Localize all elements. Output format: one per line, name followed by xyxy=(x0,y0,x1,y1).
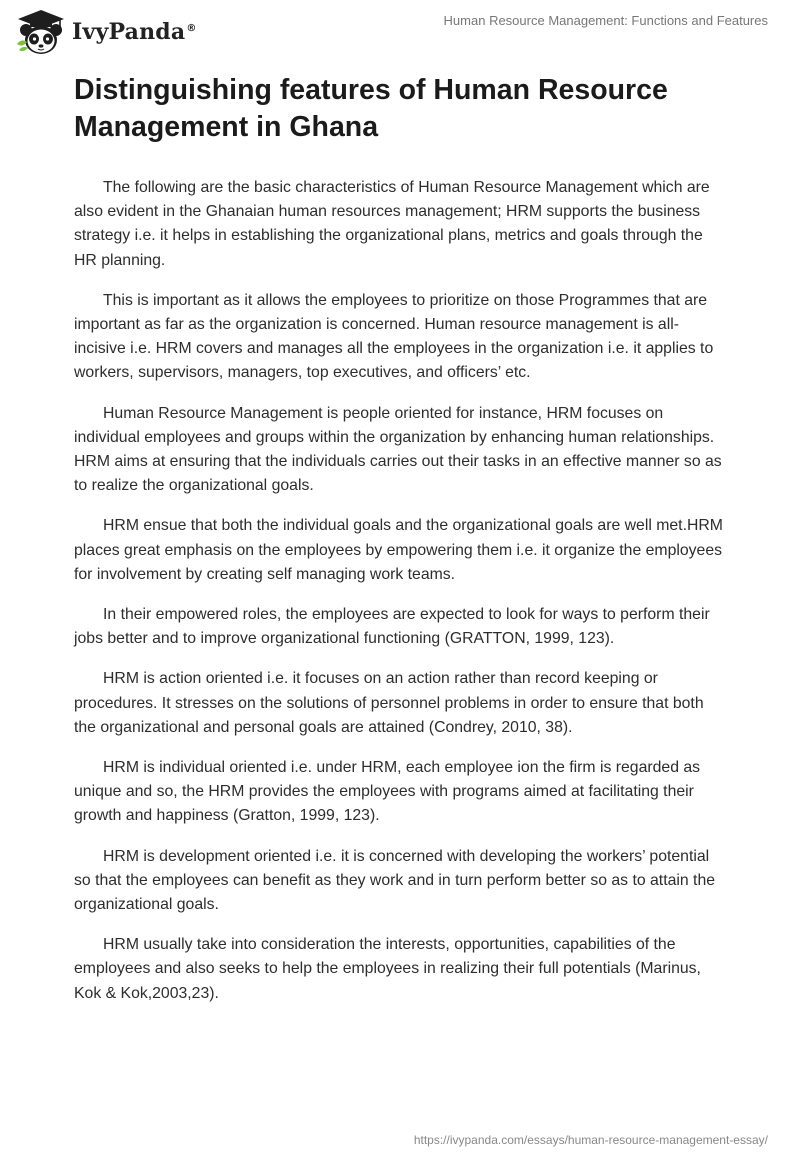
paragraph: HRM is individual oriented i.e. under HRM, each employee ion the firm is regarded as unique and so, the HRM provides the employees with programs aimed at facilitating their growth and happiness (Gratton, 1999, 123). xyxy=(74,759,701,825)
document-title: Human Resource Management: Functions and Features xyxy=(443,13,768,28)
paragraph: In their empowered roles, the employees are expected to look for ways to perform their jobs better and to improve organizational functioning (GRATTON, 1999, 123). xyxy=(74,606,710,648)
paragraph: The following are the basic characteristics of Human Resource Management which are also evident in the Ghanaian human resources management; HRM supports the business strategy i.e. it helps in establishing the organizational plans, metrics and goals through the HR planning. xyxy=(74,179,710,269)
paragraph: Human Resource Management is people oriented for instance, HRM focuses on individual employees and groups within the organization by enhancing human relationships. HRM aims at ensuring that the individuals carries out their tasks in an effective manner so as to realize the organizational goals. xyxy=(74,404,722,495)
paragraph: HRM usually take into consideration the interests, opportunities, capabilities of the employees and also seeks to help the employees in realizing their full potentials (Marinus, Kok & Kok,2003,23). xyxy=(74,936,701,1002)
paragraph: HRM is action oriented i.e. it focuses on an action rather than record keeping or procedures. It stresses on the solutions of personnel problems in order to ensure that both the organizational and personal goals are attained (Condrey, 2010, 38). xyxy=(74,670,704,736)
panda-graduation-cap-icon xyxy=(14,8,68,56)
paragraph: This is important as it allows the employees to prioritize on those Programmes that are important as far as the organization is concerned. Human resource management is all-incisive i.e. HRM covers and manages all the employees in the organization i.e. it applies to workers, supervisors, managers, top executives, and officers’ etc. xyxy=(74,291,714,382)
brand-name: IvyPanda® xyxy=(72,19,197,45)
paragraph: HRM ensue that both the individual goals and the organizational goals are well met.HRM places great emphasis on the employees by empowering them i.e. it organize the employees for involvement by creating self managing work teams. xyxy=(74,517,723,583)
paragraph: HRM is development oriented i.e. it is concerned with developing the workers’ potential so that the employees can benefit as they work and in turn perform better so as to attain the organizational goals. xyxy=(74,847,716,914)
ivypanda-logo[interactable] xyxy=(14,8,214,56)
article-heading: Distinguishing features of Human Resource Management in Ghana xyxy=(74,74,668,143)
source-url-link[interactable]: https://ivypanda.com/essays/human-resource-management-essay/ xyxy=(413,1133,768,1147)
page-header xyxy=(0,0,800,70)
article-body xyxy=(74,72,724,1022)
